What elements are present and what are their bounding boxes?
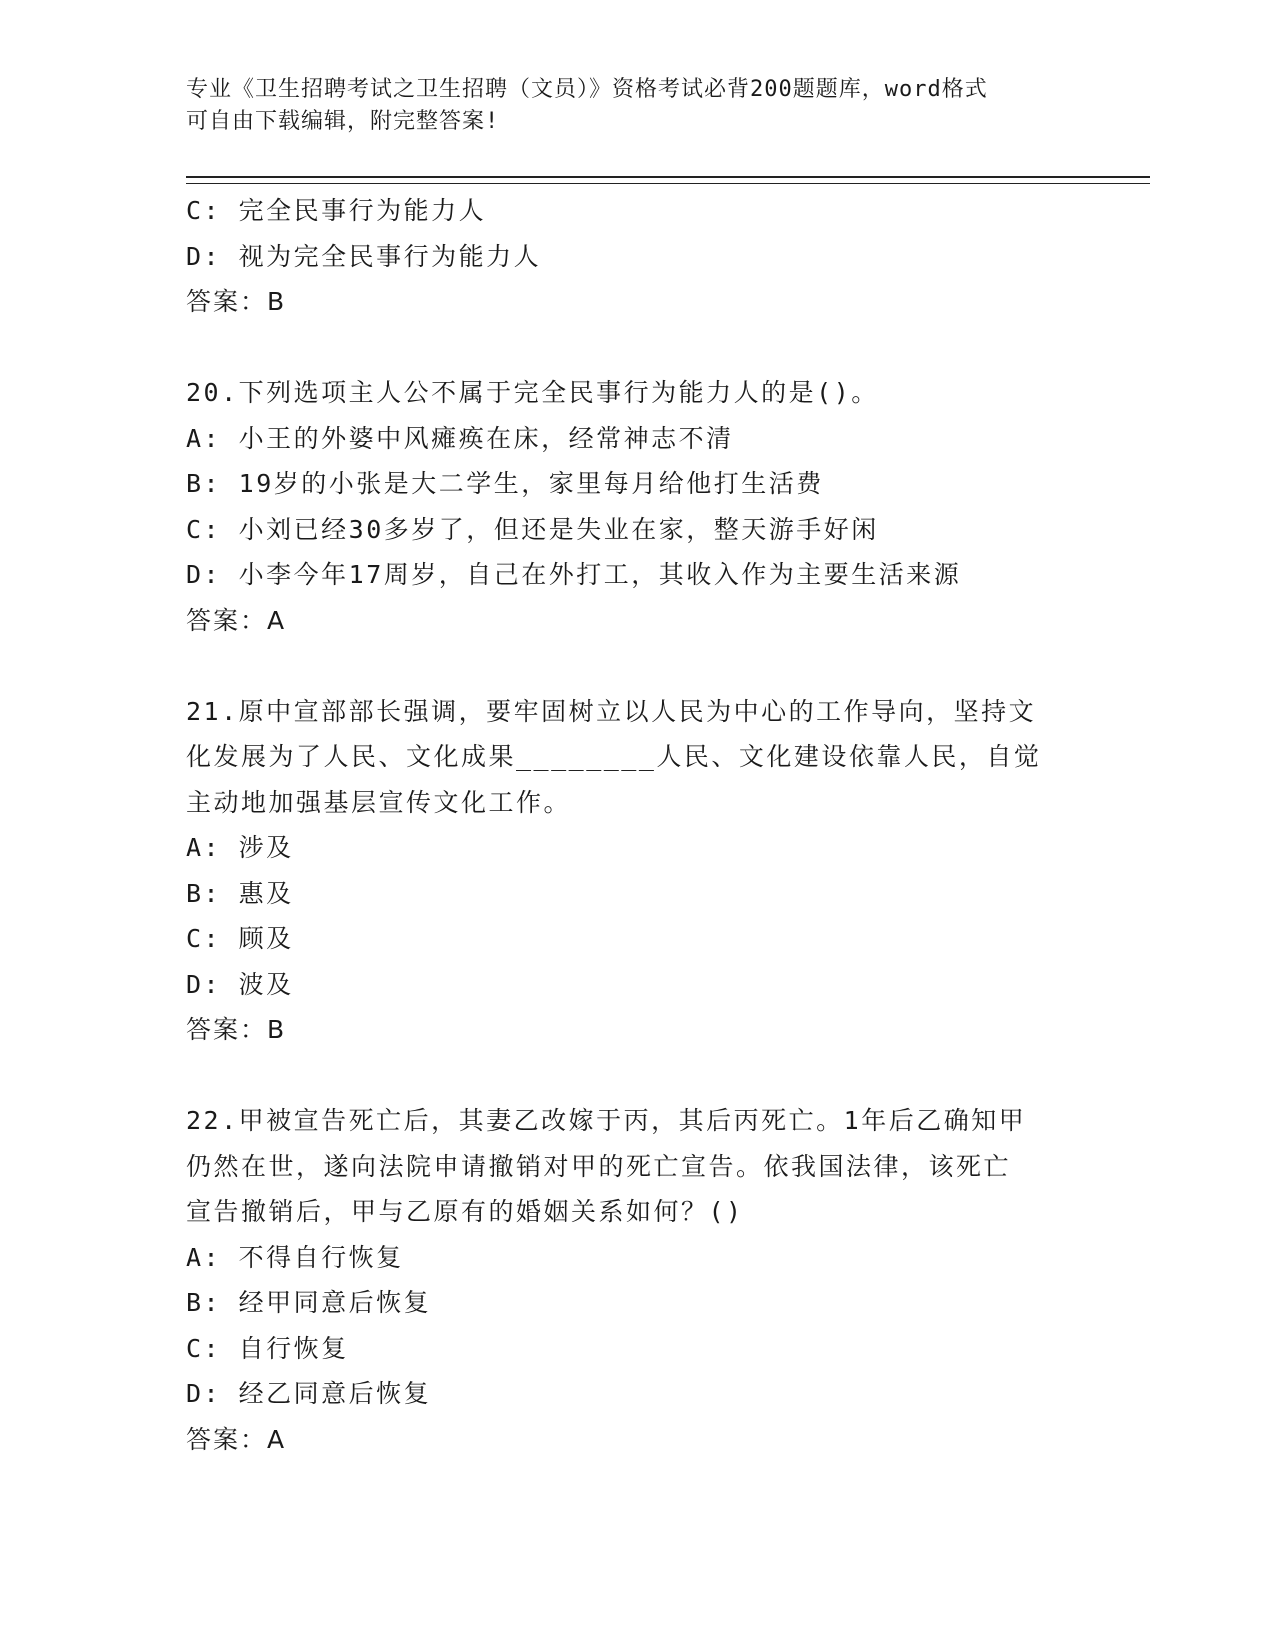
header-title-line-1: 专业《卫生招聘考试之卫生招聘（文员）》资格考试必背200题题库，word格式: [186, 77, 988, 102]
option-c: C: 顾及: [186, 924, 294, 953]
question-20: [186, 370, 1086, 643]
question-stem-line-2: 仍然在世，遂向法院申请撤销对甲的死亡宣告。依我国法律，该死亡: [186, 1151, 1012, 1181]
option-d: D: 小李今年17周岁，自己在外打工，其收入作为主要生活来源: [186, 560, 962, 589]
option-b: B: 惠及: [186, 878, 294, 908]
question-stem: 20.下列选项主人公不属于完全民事行为能力人的是()。: [186, 378, 879, 407]
question-21: [186, 689, 1086, 1053]
question-list: [186, 188, 1086, 1462]
option-d: D: 视为完全民事行为能力人: [186, 241, 542, 271]
question-stem-line-3: 宣告撤销后，甲与乙原有的婚姻关系如何？(): [186, 1197, 744, 1226]
spacer: [186, 1053, 1086, 1099]
answer-line: 答案：B: [186, 287, 287, 316]
question-stem-line-1: 22.甲被宣告死亡后，其妻乙改嫁于丙，其后丙死亡。1年后乙确知甲: [186, 1106, 1027, 1135]
question-stem-line-2: 化发展为了人民、文化成果________人民、文化建设依靠人民，自觉: [186, 742, 1042, 771]
header-divider: [186, 176, 1150, 184]
question-stem-line-1: 21.原中宣部部长强调，要牢固树立以人民为中心的工作导向，坚持文: [186, 696, 1037, 726]
document-header: [186, 74, 1066, 138]
continued-question: [186, 188, 1086, 325]
header-title-line-2: 可自由下载编辑，附完整答案!: [186, 109, 500, 134]
option-a: A: 不得自行恢复: [186, 1242, 404, 1272]
option-d: D: 波及: [186, 969, 294, 999]
question-22: [186, 1098, 1086, 1462]
option-c: C: 完全民事行为能力人: [186, 196, 487, 225]
option-c: C: 小刘已经30多岁了，但还是失业在家，整天游手好闲: [186, 514, 879, 544]
option-d: D: 经乙同意后恢复: [186, 1379, 432, 1408]
spacer: [186, 325, 1086, 371]
option-c: C: 自行恢复: [186, 1333, 349, 1363]
question-stem-line-3: 主动地加强基层宣传文化工作。: [186, 787, 572, 817]
answer-line: 答案：A: [186, 1424, 287, 1454]
option-a: A: 涉及: [186, 833, 294, 862]
spacer: [186, 643, 1086, 689]
option-b: B: 经甲同意后恢复: [186, 1288, 432, 1317]
option-a: A: 小王的外婆中风瘫痪在床，经常神志不清: [186, 423, 734, 453]
answer-line: 答案：A: [186, 605, 287, 635]
option-b: B: 19岁的小张是大二学生，家里每月给他打生活费: [186, 469, 824, 498]
answer-line: 答案：B: [186, 1015, 287, 1044]
